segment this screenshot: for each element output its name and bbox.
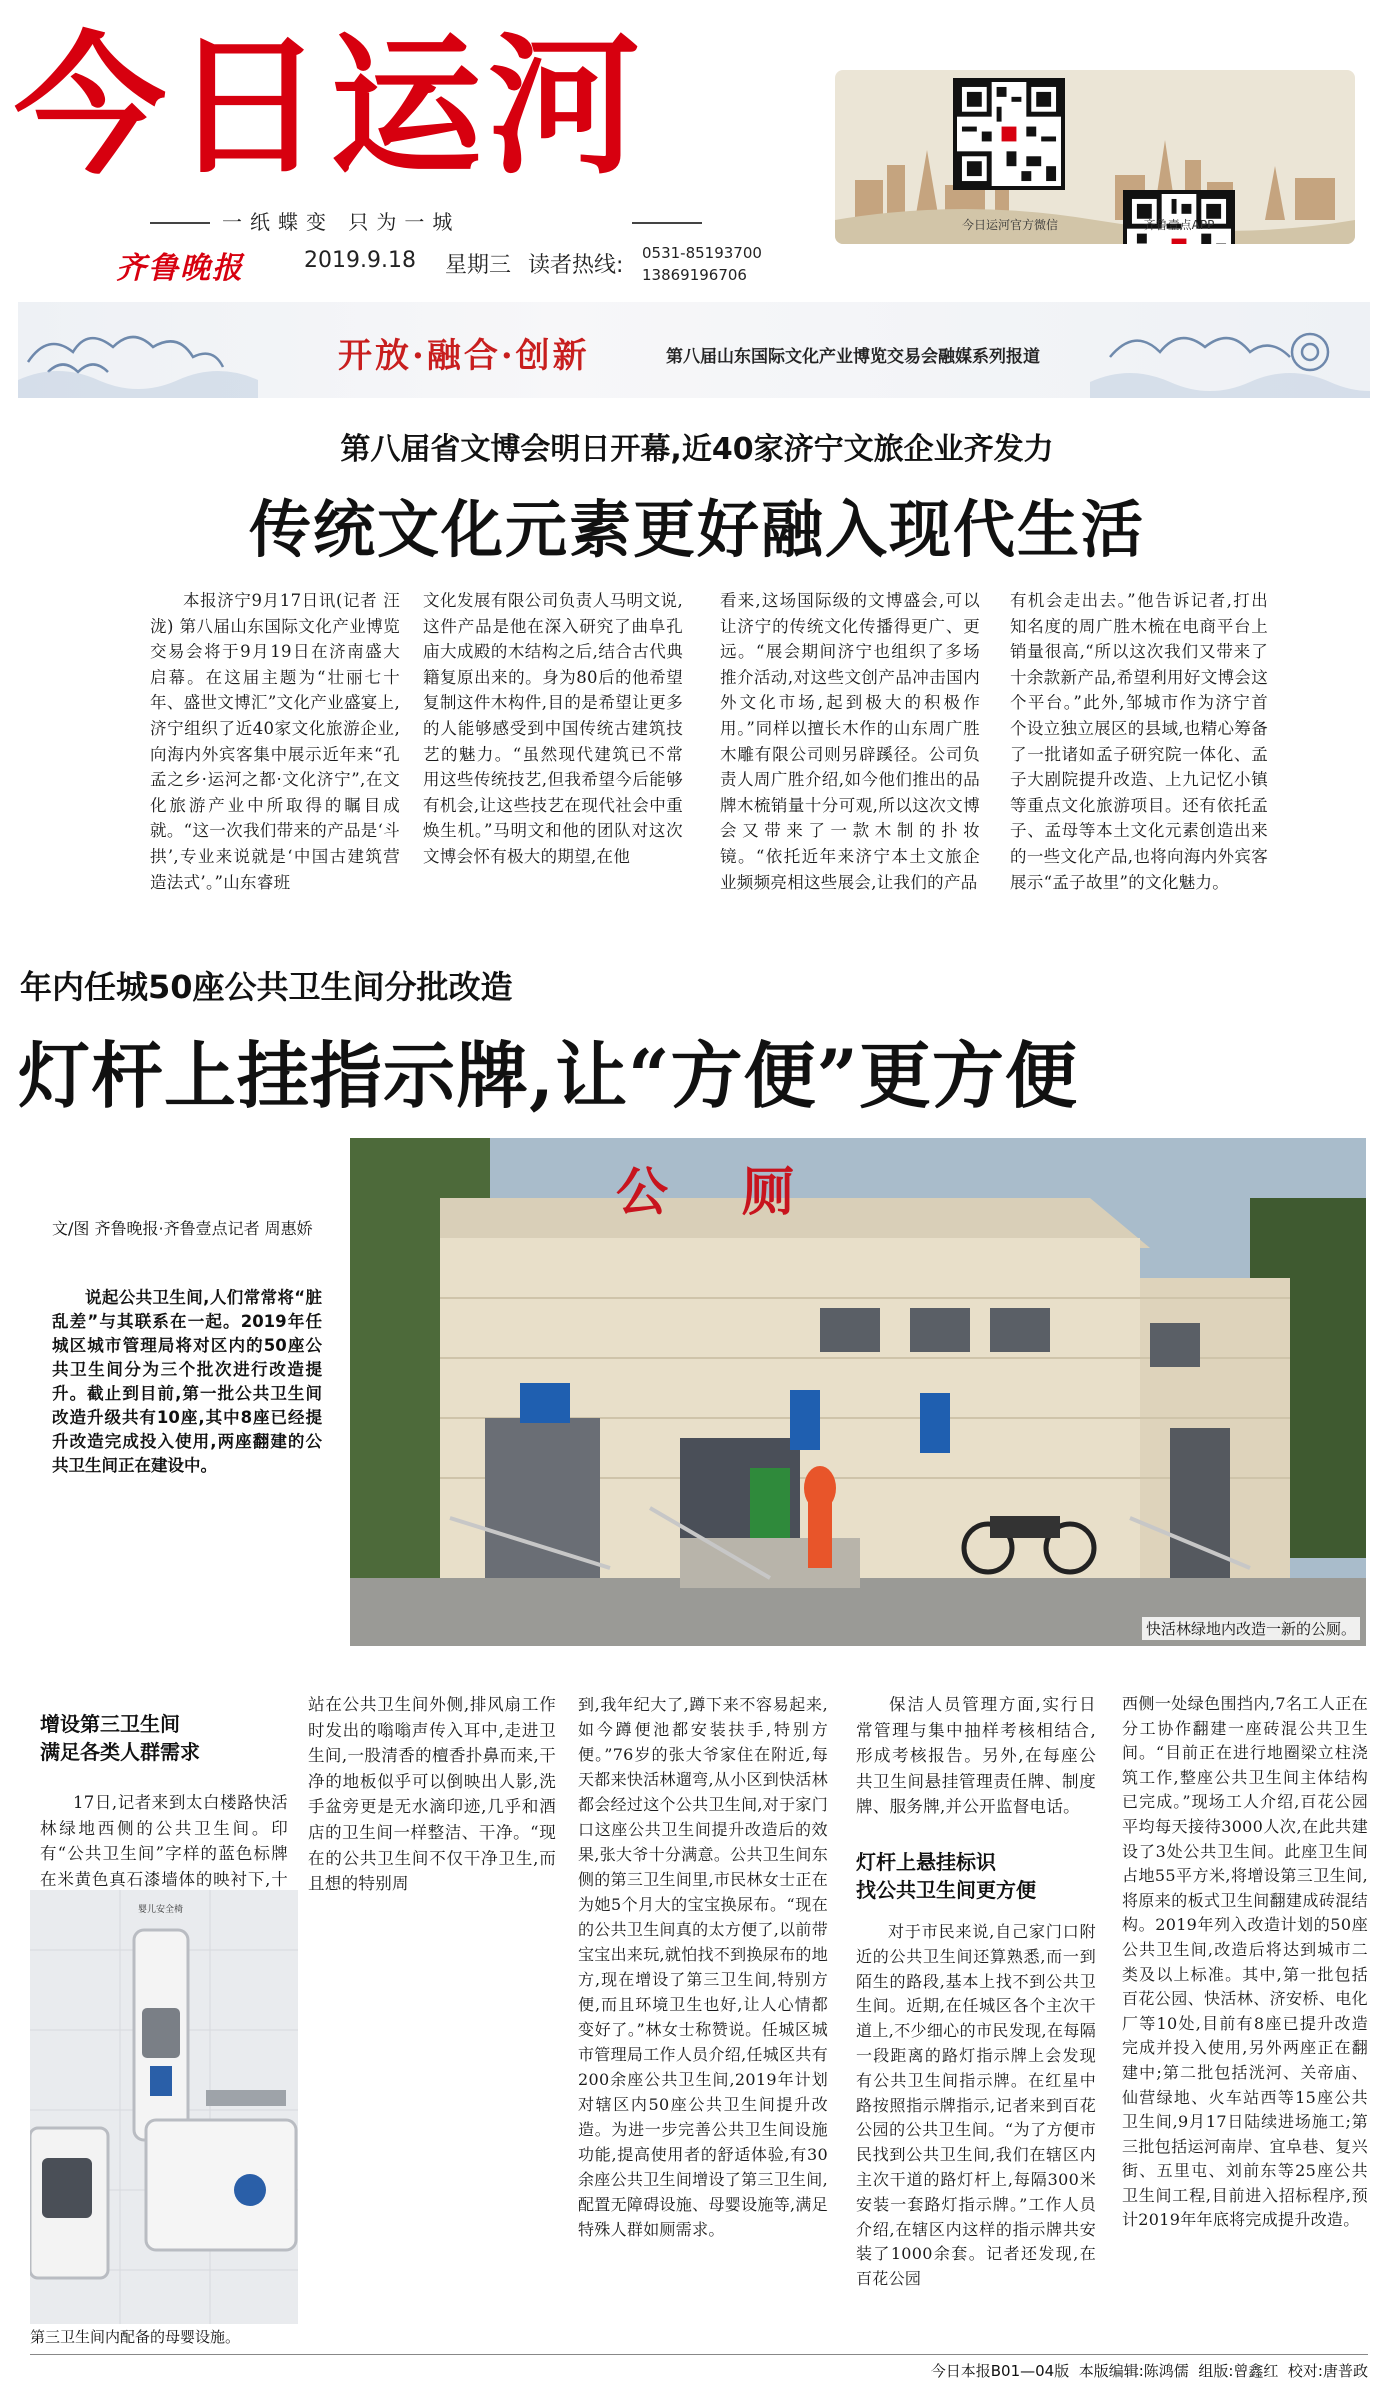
toilet-building-illustration (350, 1138, 1366, 1646)
story2-byline: 文/图 齐鲁晚报·齐鲁壹点记者 周惠娇 (52, 1219, 313, 1238)
cloud-ornament-left (18, 302, 338, 398)
story1-text: 看来,这场国际级的文博盛会,可以让济宁的传统文化传播得更广、更远。“展会期间济宁也组织了多场推介活动,对这些文创产品冲击国内外文化市场,起到极大的积极作用。”同样以擅长木作的山东周广胜木雕有限公司则另辟蹊径。公司负责人周广胜介绍,如今他们推出的品牌木梳销量十分可观,所以这次文博会又带来了一款木制的扑妆镜。“依托近年来济宁本土文旅企业频频亮相这些展会,让我们的产品 (720, 591, 980, 892)
story1-text: 有机会走出去。”他告诉记者,打出知名度的周广胜木梳在电商平台上销量很高,“所以这次我们又带来了十余款新产品,希望利用好文博会这个平台。”此外,邹城市作为济宁首个设立独立展区的县域,也精心筹备了一批诸如孟子研究院一体化、孟子大剧院提升改造、上九记忆小镇等重点文化旅游项目。还有依托孟子、孟母等本土文化元素创造出来的一些文化产品,也将向海内外宾客展示“孟子故里”的文化魅力。 (1010, 591, 1268, 892)
qr-label-wechat: 今日运河官方微信 (961, 218, 1058, 232)
sub2-column-5 (1122, 1692, 1368, 2233)
paper-name-logo: 齐鲁晚报 (116, 251, 244, 286)
sub1-text: 17日,记者来到太白楼路快活林绿地西侧的公共卫生间。印有“公共卫生间”字样的蓝色标牌在米黄色真石漆墙体的映衬下,十 (40, 1793, 288, 1889)
story2-headline: 灯杆上挂指示牌,让“方便”更方便 (18, 1033, 1078, 1118)
story2-lede: 说起公共卫生间,人们常常将“脏乱差”与其联系在一起。2019年任城区城市管理局将对区内的50座公共卫生间分为三个批次进行改造提升。截止到目前,第一批公共卫生间改造升级共有10座,其中8座已经提升改造完成投入使用,两座翻建的公共卫生间正在建设中。 (52, 1288, 322, 1475)
issue-weekday: 星期三 (445, 253, 512, 278)
toilet-photo-caption: 快活林绿地内改造一新的公厕。 (1142, 1617, 1360, 1640)
story1-column-3 (720, 588, 980, 895)
sub1-text: 保洁人员管理方面,实行日常管理与集中抽样考核相结合,形成考核报告。另外,在每座公共卫生间悬挂管理责任牌、制度牌、服务牌,并公开监督电话。 (856, 1695, 1096, 1817)
sub1-column-3 (578, 1692, 828, 2242)
sub2-title: 灯杆上悬挂标识 找公共卫生间更方便 (856, 1850, 1036, 1902)
story1-column-2 (423, 588, 683, 870)
story1-column-1 (150, 588, 400, 895)
story2-kicker: 年内任城50座公共卫生间分批改造 (20, 968, 513, 1006)
qr-pattern (957, 82, 1061, 186)
sub1-text: 到,我年纪大了,蹲下来不容易起来,如今蹲便池都安装扶手,特别方便。”76岁的张大爷家住在附近,每天都来快活林遛弯,从小区到快活林都会经过这个公共卫生间,对于家门口这座公共卫生间提升改造后的效果,张大爷十分满意。公共卫生间东侧的第三卫生间里,市民林女士正在为她5个月大的宝宝换尿布。“现在的公共卫生间真的太方便了,以前带宝宝出来玩,就怕找不到换尿布的地方,现在增设了第三卫生间,特别方便,而且环境卫生也好,让人心情都变好了。”林女士称赞说。任城区城市管理局工作人员介绍,任城区共有200余座公共卫生间,2019年计划对辖区内50座公共卫生间提升改造。为进一步完善公共卫生间设施功能,提高使用者的舒适体验,有30余座公共卫生间增设了第三卫生间,配置无障碍设施、母婴设施等,满足特殊人群如厕需求。 (578, 1695, 828, 2239)
masthead-slogan: 一纸蝶变 只为一城 (222, 210, 461, 234)
cloud-ornament-right (1090, 302, 1370, 398)
sub2-column-4 (856, 1920, 1096, 2292)
baby-changing-table-illustration (30, 1890, 298, 2324)
slogan-rule (150, 222, 210, 224)
skyline-illustration (835, 70, 1355, 244)
expo-banner (18, 302, 1370, 398)
hotline-label: 读者热线: (528, 253, 624, 278)
footer-credits: 今日本报B01—04版 本版编辑:陈鸿儒 组版:曾鑫红 校对:唐普政 (930, 2362, 1368, 2380)
sub1-column-4 (856, 1692, 1096, 1820)
story1-headline: 传统文化元素更好融入现代生活 (248, 493, 1145, 566)
sub1-column-2 (308, 1692, 556, 1897)
story1-column-4 (1010, 588, 1268, 895)
issue-date: 2019.9.18 (304, 248, 416, 273)
qr-code-wechat[interactable] (953, 78, 1065, 190)
story1-text: 本报济宁9月17日讯(记者 汪泷) 第八届山东国际文化产业博览交易会将于9月19日在济南盛大启幕。在这届主题为“壮丽七十年、盛世文博汇”文化产业盛宴上,济宁组织了近40家文化旅游企业,向海内外宾客集中展示近年来“孔孟之乡·运河之都·文化济宁”,在文化旅游产业中所取得的瞩目成就。“这一次我们带来的产品是‘斗拱’,专业来说就是‘中国古建筑营造法式’。”山东睿班 (150, 591, 400, 892)
baby-seat-brand: 婴儿安全椅 (138, 1905, 184, 1915)
sub1-text: 站在公共卫生间外侧,排风扇工作时发出的嗡嗡声传入耳中,走进卫生间,一股清香的檀香扑鼻而来,干净的地板似乎可以倒映出人影,洗手盆旁更是无水滴印迹,几乎和酒店的卫生间一样整洁、干净。“现在的公共卫生间不仅干净卫生,而且想的特别周 (308, 1695, 556, 1894)
story1-text: 文化发展有限公司负责人马明文说,这件产品是他在深入研究了曲阜孔庙大成殿的木结构之后,结合古代典籍复原出来的。身为80后的他希望复制这件木构件,目的是希望让更多的人能够感受到中国传统古建筑技艺的魅力。“虽然现代建筑已不常用这些传统技艺,但我希望今后能够有机会,让这些技艺在现代社会中重焕生机。”马明文和他的团队对这次文博会怀有极大的期望,在他 (423, 591, 683, 866)
banner-slogan: 开放·融合·创新 (338, 336, 590, 376)
building-sign: 公 厕 (616, 1162, 823, 1223)
banner-caption: 第八届山东国际文化产业博览交易会融媒系列报道 (666, 347, 1040, 367)
footer-rule (30, 2354, 1368, 2355)
story1-kicker: 第八届省文博会明日开幕,近40家济宁文旅企业齐发力 (340, 432, 1054, 467)
hotline-number-2: 13869196706 (642, 266, 747, 284)
hotline-number-1: 0531-85193700 (642, 244, 762, 262)
sub2-text: 西侧一处绿色围挡内,7名工人正在分工协作翻建一座砖混公共卫生间。“目前正在进行地圈梁立柱浇筑工作,整座公共卫生间主体结构已完成。”现场工人介绍,百花公园平均每天接待3000人次,在此共建设了3处公共卫生间。此座卫生间占地55平方米,将增设第三卫生间,将原来的板式卫生间翻建成砖混结构。2019年列入改造计划的50座公共卫生间,改造后将达到城市二类及以上标准。其中,第一批包括百花公园、快活林、济安桥、电化厂等10处,目前有8座已提升改造完成并投入使用,另外两座正在翻建中;第二批包括洸河、关帝庙、仙营绿地、火车站西等15座公共卫生间,9月17日陆续进场施工;第三批包括运河南岸、宜阜巷、复兴街、五里屯、刘前东等25座公共卫生间工程,目前进入招标程序,预计2019年年底将完成提升改造。 (1122, 1694, 1368, 2230)
qr-label-app: 齐鲁壹点APP (1143, 218, 1215, 232)
slogan-rule-right (632, 222, 702, 224)
baby-station-caption: 第三卫生间内配备的母婴设施。 (30, 2328, 241, 2346)
qr-panel (835, 70, 1355, 244)
masthead-title: 今日运河 (14, 18, 646, 195)
toilet-photo (350, 1138, 1366, 1646)
sub2-text: 对于市民来说,自己家门口附近的公共卫生间还算熟悉,而一到陌生的路段,基本上找不到公共卫生间。近期,在任城区各个主次干道上,不少细心的市民发现,在每隔一段距离的路灯指示牌上会发现有公共卫生间指示牌。在红星中路按照指示牌指示,记者来到百花公园的公共卫生间。“为了方便市民找到公共卫生间,我们在辖区内主次干道的路灯杆上,每隔300米安装一套路灯指示牌。”工作人员介绍,在辖区内这样的指示牌共安装了1000余套。记者还发现,在百花公园 (856, 1922, 1096, 2289)
sub1-title: 增设第三卫生间 满足各类人群需求 (40, 1712, 200, 1764)
baby-station-photo (30, 1890, 298, 2324)
